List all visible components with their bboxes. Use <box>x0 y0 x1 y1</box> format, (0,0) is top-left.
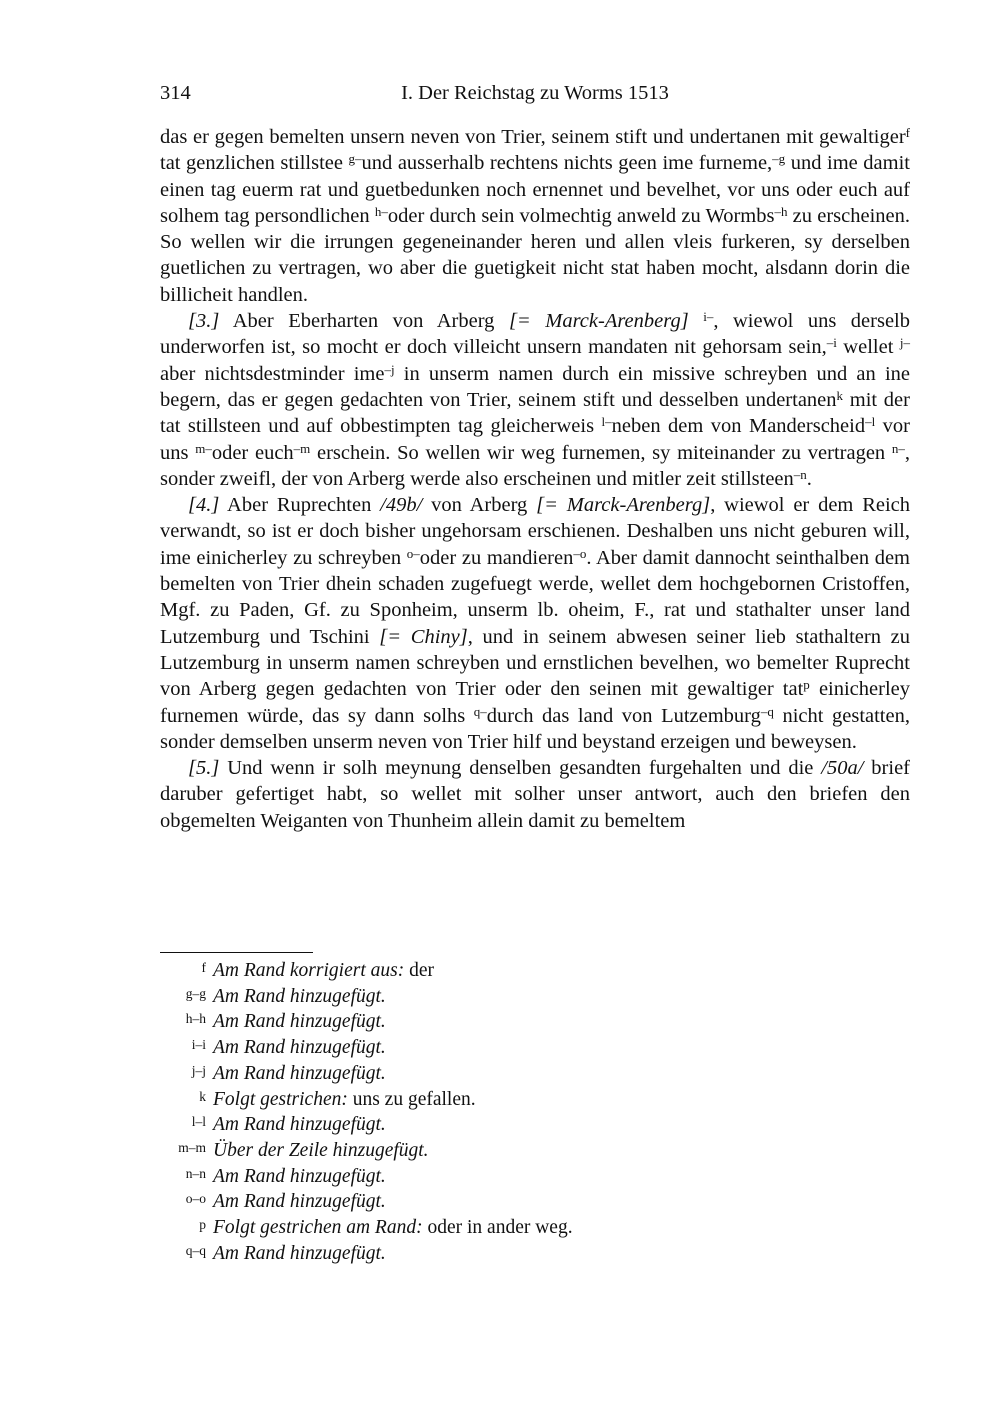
text-run: neben dem von Manderscheid <box>611 415 866 438</box>
text-run: oder in ander weg. <box>422 1217 573 1239</box>
body-paragraph <box>160 124 910 308</box>
apparatus-mark: o– <box>406 545 420 561</box>
footnote-text <box>213 985 386 1010</box>
apparatus-mark: –n <box>793 466 807 482</box>
footnote-item <box>160 1088 910 1114</box>
footnote-mark: q–q <box>185 1242 206 1258</box>
apparatus-mark: j– <box>899 335 910 351</box>
footnote-item <box>160 1010 910 1036</box>
text-run: Am Rand hinzugefügt. <box>213 1165 386 1187</box>
body-text-block <box>160 124 910 834</box>
text-run: /49b/ <box>380 494 423 517</box>
text-run: der <box>404 960 434 981</box>
text-run: [5.] <box>188 757 220 780</box>
apparatus-mark: –l <box>865 414 876 430</box>
footnote-item <box>160 1216 910 1242</box>
text-run: /50a/ <box>821 757 864 780</box>
text-run: das er gegen bemelten unsern neven von Trier, seinem stift und undertanen mit gewaltiger <box>160 126 906 148</box>
text-run: , wiewol uns derselb underworfen ist, so mocht er doch villeicht unsern mandaten nit gehorsam sein, <box>160 310 911 359</box>
text-run: Über der Zeile hinzugefügt. <box>213 1139 429 1161</box>
body-paragraph <box>160 755 910 834</box>
body-paragraph <box>160 308 910 492</box>
footnote-text <box>213 1139 429 1164</box>
footnote-text <box>213 959 434 984</box>
text-run: . <box>806 467 812 490</box>
apparatus-mark: –m <box>293 440 311 456</box>
footnote-text <box>213 1010 386 1035</box>
body-paragraph <box>160 492 910 755</box>
text-run: brief daruber gefertiget habt, so wellet mit solher unser antwort, auch den briefen den obgemelten Weiganten von Thunheim allein damit zu bemeltem <box>160 757 911 832</box>
text-run: und ime damit einen tag euerm rat und guetbedunken noch ernennet und bevelhet, vor uns oder euch auf solhem tag persondlichen <box>160 152 910 227</box>
apparatus-mark: –j <box>384 361 395 377</box>
text-run: einicherley furnemen würde, das sy dann solhs <box>160 678 910 727</box>
text-run <box>689 310 704 332</box>
text-run: Am Rand korrigiert aus: <box>213 960 405 981</box>
text-run: aber nichtsdestminder ime <box>160 362 385 385</box>
footnote-mark: i–i <box>191 1037 206 1053</box>
text-run: [3.] <box>188 310 220 333</box>
footnote-item <box>160 1190 910 1216</box>
footnote-item <box>160 959 910 985</box>
apparatus-mark: f <box>905 124 910 140</box>
text-run: in unserm namen durch ein missive schreyben und an ine begern, das er gegen gedachten von Trier, seinem stift und desselben undertanen <box>160 362 910 411</box>
footnote-mark: j–j <box>191 1062 206 1078</box>
text-run: Aber Ruprechten <box>219 494 381 517</box>
text-run: Und wenn ir solh meynung denselben gesandten furgehalten und die <box>219 757 822 780</box>
apparatus-mark: h– <box>374 203 388 219</box>
apparatus-mark: –o <box>573 545 587 561</box>
text-run: Aber Eberharten von Arberg <box>219 310 509 333</box>
text-run: Am Rand hinzugefügt. <box>213 1191 386 1213</box>
footnote-item <box>160 1036 910 1062</box>
text-run: oder durch sein volmechtig anweld zu Wormbs <box>387 204 775 227</box>
footnote-item <box>160 1242 910 1268</box>
running-head-title: I. Der Reichstag zu Worms 1513 <box>401 82 669 104</box>
apparatus-mark: k <box>836 387 844 403</box>
text-run: [= Marck-Arenberg] <box>536 494 711 517</box>
text-run: nicht gestatten, sonder demselben unserm neven von Trier hilf und beystand erzeigen und beweysen. <box>160 704 910 753</box>
text-run: Am Rand hinzugefügt. <box>213 1037 386 1059</box>
footnote-mark: o–o <box>185 1191 206 1207</box>
apparatus-mark: q– <box>473 703 487 719</box>
text-run: oder euch <box>211 441 294 464</box>
apparatus-mark: –h <box>774 203 788 219</box>
apparatus-mark: l– <box>601 414 612 430</box>
footnote-mark: m–m <box>178 1139 206 1155</box>
text-run: , und in seinem abwesen seiner lieb stathaltern zu Lutzemburg in unserm namen schreyben und ernstlichen bevelhen, wo bemelter Ruprecht von Arberg gegen gedachten von Trier oder den seinen mit gewaltiger tat <box>160 625 910 701</box>
apparatus-mark: g– <box>348 151 362 167</box>
footnote-mark: n–n <box>185 1165 206 1181</box>
text-run: [= Chiny] <box>379 625 468 648</box>
text-run: zu erscheinen. So wellen wir die irrungen gegeneinander heren und allen vleis furkeren, sy derselben guetlichen zu vertragen, wo aber die guetigkeit nicht stat haben mocht, alsdann dorin die billicheit handlen. <box>160 204 910 306</box>
text-run: Folgt gestrichen: <box>213 1088 348 1110</box>
text-run: , sonder zweifl, der von Arberg werde also erscheinen und mitler zeit stillsteen <box>160 441 911 490</box>
text-run: vor uns <box>160 415 911 464</box>
text-run: [4.] <box>188 494 220 517</box>
footnote-item <box>160 1113 910 1139</box>
text-run: Am Rand hinzugefügt. <box>213 985 386 1007</box>
text-run: Am Rand hinzugefügt. <box>213 1242 386 1264</box>
apparatus-mark: p <box>803 677 810 692</box>
text-run: Am Rand hinzugefügt. <box>213 1062 386 1084</box>
footnote-separator-rule <box>160 952 313 953</box>
page-header <box>160 80 910 106</box>
text-run: und ausserhalb rechtens nichts geen ime furneme, <box>361 152 773 175</box>
apparatus-mark: –q <box>760 703 774 719</box>
footnote-mark: h–h <box>185 1011 206 1027</box>
footnote-mark: f <box>201 960 206 975</box>
footnote-item <box>160 1062 910 1088</box>
page-number: 314 <box>160 82 191 104</box>
footnote-apparatus-block <box>160 959 910 1267</box>
text-run: Folgt gestrichen am Rand: <box>213 1217 423 1239</box>
apparatus-mark: –i <box>826 335 837 351</box>
footnote-text <box>213 1036 386 1061</box>
text-run: mit der tat stillsteen und auf obbestimpten tag gleicherweis <box>160 388 910 438</box>
text-run: wellet <box>836 336 900 359</box>
text-run: Am Rand hinzugefügt. <box>213 1114 386 1136</box>
text-run: durch das land von Lutzemburg <box>486 704 761 727</box>
apparatus-mark: –g <box>772 151 786 167</box>
text-run: uns zu gefallen. <box>347 1088 476 1110</box>
footnote-mark: p <box>199 1217 206 1233</box>
text-run: , wiewol er dem Reich verwandt, so ist er doch bisher ungehorsam erschienen. Deshalben uns nicht geburen will, ime einicherley zu schreyben <box>160 494 911 569</box>
text-run: [= Marck-Arenberg] <box>508 310 689 333</box>
footnote-mark: l–l <box>191 1114 206 1130</box>
footnote-text <box>213 1062 386 1087</box>
text-run: oder zu mandieren <box>419 546 574 569</box>
text-run: von Arberg <box>422 494 537 517</box>
text-run: erschein. So wellen wir weg furnemen, sy miteinander zu vertragen <box>310 441 892 464</box>
footnote-mark: k <box>199 1088 206 1104</box>
footnote-text <box>213 1190 386 1215</box>
apparatus-mark: n– <box>891 440 905 456</box>
footnote-text <box>213 1242 386 1267</box>
footnote-mark: g–g <box>185 985 206 1001</box>
footnote-item <box>160 1165 910 1191</box>
text-run: tat genzlichen stillstee <box>160 152 349 175</box>
footnote-text <box>213 1216 573 1241</box>
text-run: . Aber damit dannocht seinthalben dem bemelten von Trier dhein schaden zugefuegt werde, wellet dem hochgebornen Cristoffen, Mgf. zu Paden, Gf. zu Sponheim, unserm lb. oheim, F., rat und stathalter unser land Lutzemburg und Tschini <box>160 546 910 648</box>
footnote-text <box>213 1165 386 1190</box>
footnote-item <box>160 1139 910 1165</box>
apparatus-mark: m– <box>195 440 212 456</box>
footnote-item <box>160 985 910 1011</box>
text-run: Am Rand hinzugefügt. <box>213 1011 386 1033</box>
apparatus-mark: i– <box>703 308 714 324</box>
footnote-text <box>213 1088 476 1113</box>
footnote-text <box>213 1113 386 1138</box>
